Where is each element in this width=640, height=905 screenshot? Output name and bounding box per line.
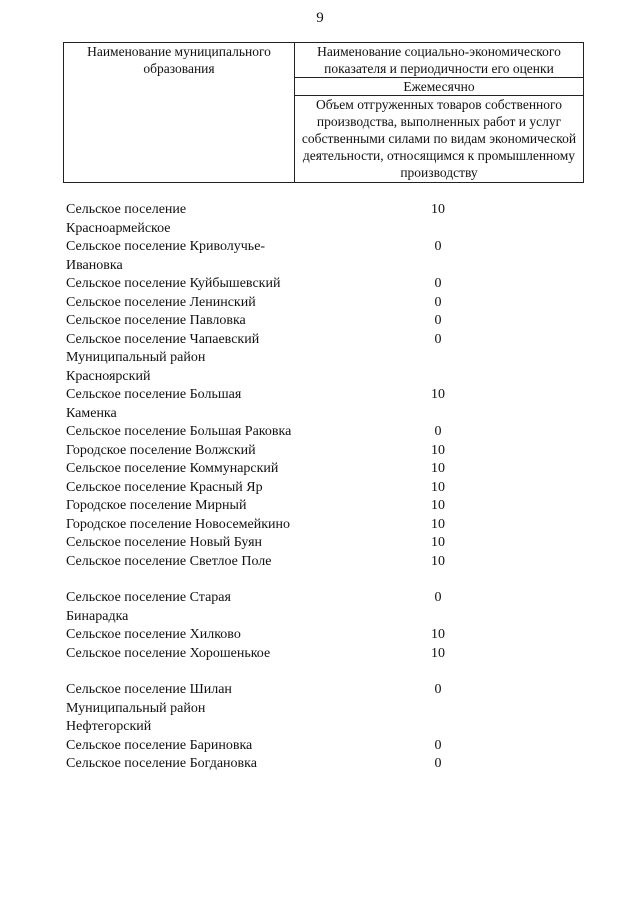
header-table xyxy=(63,42,584,183)
table-row xyxy=(66,294,584,313)
table-row xyxy=(66,479,584,498)
indicator-value: 10 xyxy=(431,535,445,550)
municipality-name: Сельское поселение Большая Каменка xyxy=(66,387,242,421)
table-row xyxy=(66,700,584,737)
municipality-name: Сельское поселение Хорошенькое xyxy=(66,645,271,661)
table-row xyxy=(66,497,584,516)
indicator-value: 0 xyxy=(434,294,442,310)
municipality-name: Сельское поселение Коммунарский xyxy=(66,461,279,476)
header-indicator-title: Наименование социально-экономического показателя и периодичности его оценки xyxy=(295,43,584,78)
indicator-value: 0 xyxy=(434,424,442,439)
indicator-value: 10 xyxy=(431,442,445,458)
header-municipality: Наименование муниципального образования xyxy=(64,43,295,183)
table-row xyxy=(66,737,584,756)
municipality-name: Сельское поселение Старая Бинарадка xyxy=(66,590,231,624)
table-row xyxy=(66,534,584,553)
municipality-name: Сельское поселение Криволучье-Ивановка xyxy=(66,239,266,273)
indicator-value: 10 xyxy=(431,461,445,476)
indicator-value: 10 xyxy=(431,627,445,642)
municipality-name: Городское поселение Волжский xyxy=(66,442,256,458)
indicator-value: 10 xyxy=(431,387,445,402)
table-row xyxy=(66,442,584,461)
indicator-value: 0 xyxy=(434,239,442,254)
municipality-name: Сельское поселение Богдановка xyxy=(66,756,257,771)
indicator-value xyxy=(292,349,584,386)
table-row xyxy=(66,386,584,423)
municipality-name: Городское поселение Новосемейкино xyxy=(66,516,291,532)
header-period: Ежемесячно xyxy=(295,78,584,96)
indicator-value: 10 xyxy=(431,516,445,532)
table-row xyxy=(66,589,584,626)
table-row xyxy=(66,460,584,479)
table-row xyxy=(66,238,584,275)
indicator-value: 0 xyxy=(434,590,442,605)
data-rows xyxy=(66,201,584,774)
table-row xyxy=(66,516,584,535)
indicator-value: 10 xyxy=(431,553,445,569)
municipality-name: Сельское поселение Шилан xyxy=(66,682,232,697)
indicator-value: 0 xyxy=(434,276,442,291)
table-row xyxy=(66,201,584,238)
municipality-name: Городское поселение Мирный xyxy=(66,498,247,513)
municipality-name: Сельское поселение Красноармейское xyxy=(66,202,187,236)
municipality-name: Сельское поселение Светлое Поле xyxy=(66,553,272,569)
municipality-name: Сельское поселение Куйбышевский xyxy=(66,276,281,291)
indicator-value xyxy=(292,700,584,737)
table-row xyxy=(66,755,584,774)
page-number: 9 xyxy=(316,10,324,26)
table-row xyxy=(66,331,584,350)
table-row xyxy=(66,275,584,294)
indicator-value: 10 xyxy=(431,479,445,495)
municipality-name: Сельское поселение Большая Раковка xyxy=(66,424,292,439)
indicator-value: 0 xyxy=(434,331,442,347)
table-row xyxy=(66,681,584,700)
indicator-value: 10 xyxy=(431,498,445,513)
indicator-value: 0 xyxy=(434,313,442,328)
municipality-name: Сельское поселение Ленинский xyxy=(66,294,256,310)
municipality-name: Сельское поселение Хилково xyxy=(66,627,241,642)
municipality-name: Сельское поселение Бариновка xyxy=(66,737,253,753)
table-row xyxy=(66,645,584,664)
indicator-value: 10 xyxy=(431,645,445,661)
municipality-name: Сельское поселение Павловка xyxy=(66,313,246,328)
district-name: Муниципальный район Нефтегорский xyxy=(66,700,206,734)
table-row xyxy=(66,626,584,645)
table-row xyxy=(66,312,584,331)
indicator-value: 0 xyxy=(434,756,442,771)
municipality-name: Сельское поселение Чапаевский xyxy=(66,331,260,347)
table-row xyxy=(66,553,584,572)
table-row xyxy=(66,423,584,442)
municipality-name: Сельское поселение Красный Яр xyxy=(66,479,263,495)
indicator-value: 0 xyxy=(434,737,442,753)
indicator-value: 0 xyxy=(434,682,442,697)
header-indicator: Объем отгруженных товаров собственного производства, выполненных работ и услуг собственными силами по видам экономической деятельности, относящимся к промышленному производству xyxy=(295,96,584,183)
table-row xyxy=(66,349,584,386)
district-name: Муниципальный район Красноярский xyxy=(66,350,206,384)
indicator-value: 10 xyxy=(431,202,445,217)
municipality-name: Сельское поселение Новый Буян xyxy=(66,535,263,550)
